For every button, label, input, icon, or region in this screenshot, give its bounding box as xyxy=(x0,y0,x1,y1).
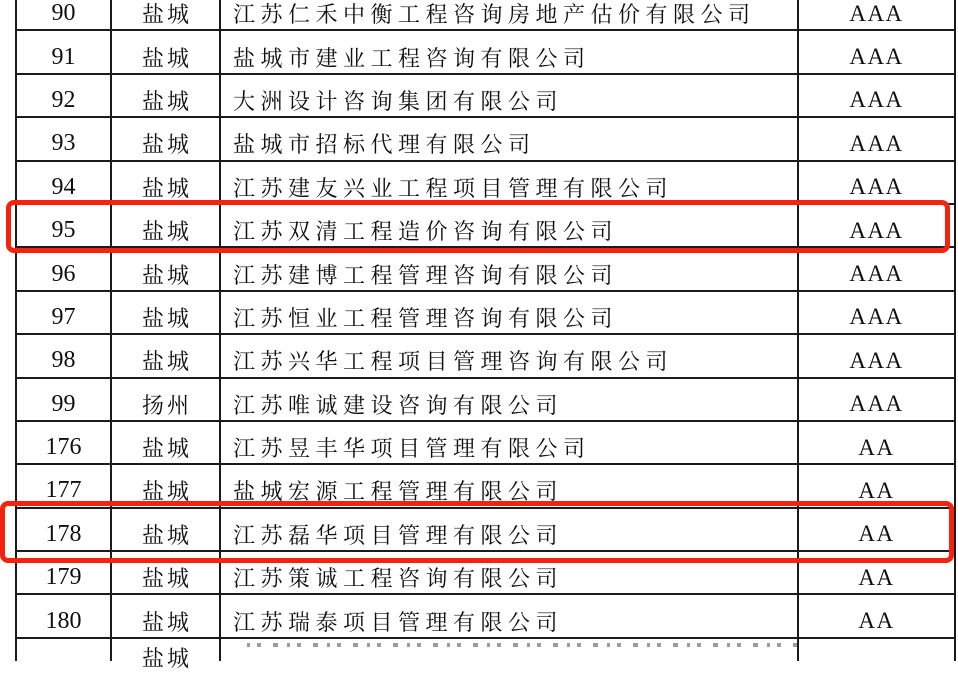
rating-value: AA xyxy=(858,434,895,460)
city-value: 盐城 xyxy=(141,522,192,548)
rank-cell xyxy=(17,292,112,333)
rating-cell xyxy=(799,335,954,376)
table-row xyxy=(17,552,954,595)
company-value: 江苏建友兴业工程项目管理有限公司 xyxy=(233,175,674,201)
table-row xyxy=(17,335,954,378)
rating-cell xyxy=(799,595,954,636)
table-row xyxy=(17,465,954,508)
table-row xyxy=(17,509,954,552)
company-cell xyxy=(221,31,799,72)
rank-cell xyxy=(17,552,112,593)
rank-value: 96 xyxy=(51,260,76,287)
table-row xyxy=(17,0,954,31)
city-value: 盐城 xyxy=(141,349,192,375)
table-row xyxy=(17,422,954,465)
rating-value: AA xyxy=(858,564,895,590)
company-cell xyxy=(221,379,799,420)
city-cell xyxy=(112,162,221,203)
city-cell xyxy=(112,595,221,636)
rating-value: AA xyxy=(858,477,895,503)
company-value: 江苏唯诚建设咨询有限公司 xyxy=(233,392,564,418)
company-cell xyxy=(221,552,799,593)
company-value: 江苏兴华工程项目管理咨询有限公司 xyxy=(233,349,674,375)
company-value: 大洲设计咨询集团有限公司 xyxy=(233,88,564,114)
city-cell xyxy=(112,422,221,463)
table-row xyxy=(17,31,954,74)
city-value: 盐城 xyxy=(141,479,192,505)
city-cell xyxy=(112,639,221,671)
rank-value: 91 xyxy=(51,43,76,70)
company-cell xyxy=(221,509,799,550)
rating-value: AAA xyxy=(849,0,904,26)
city-value: 盐城 xyxy=(141,436,192,462)
company-value: 江苏仁禾中衡工程咨询房地产估价有限公司 xyxy=(233,2,756,28)
city-cell xyxy=(112,118,221,159)
rating-table xyxy=(15,0,956,671)
rank-value: 99 xyxy=(51,390,76,417)
rating-value: AAA xyxy=(849,391,904,417)
rating-cell xyxy=(799,465,954,506)
rank-cell xyxy=(17,162,112,203)
company-value: 江苏恒业工程管理咨询有限公司 xyxy=(233,305,619,331)
city-value: 盐城 xyxy=(141,175,192,201)
table-row xyxy=(17,118,954,161)
company-cell xyxy=(221,465,799,506)
rank-cell xyxy=(17,639,112,661)
rank-cell xyxy=(17,31,112,72)
rating-cell xyxy=(799,248,954,289)
rank-value: 176 xyxy=(45,434,82,461)
rank-cell xyxy=(17,248,112,289)
rating-cell xyxy=(799,639,954,661)
rating-cell xyxy=(799,422,954,463)
city-value: 盐城 xyxy=(141,609,192,635)
city-value: 盐城 xyxy=(141,645,192,671)
rating-value: AAA xyxy=(849,44,904,70)
city-cell xyxy=(112,0,221,29)
city-value: 盐城 xyxy=(141,132,192,158)
company-cell xyxy=(221,335,799,376)
rank-value: 95 xyxy=(51,217,76,244)
table-row xyxy=(17,595,954,638)
company-cell xyxy=(221,118,799,159)
city-value: 盐城 xyxy=(141,219,192,245)
city-value: 盐城 xyxy=(141,88,192,114)
city-cell xyxy=(112,379,221,420)
city-value: 盐城 xyxy=(141,2,192,28)
rank-value: 180 xyxy=(45,607,82,634)
rank-cell xyxy=(17,118,112,159)
rank-cell xyxy=(17,75,112,116)
rank-value: 93 xyxy=(51,130,76,157)
city-value: 扬州 xyxy=(141,392,192,418)
rating-cell xyxy=(799,292,954,333)
rank-cell xyxy=(17,465,112,506)
company-cell xyxy=(221,248,799,289)
company-value: 盐城市招标代理有限公司 xyxy=(233,132,536,158)
company-value: 江苏昱丰华项目管理有限公司 xyxy=(233,436,591,462)
city-cell xyxy=(112,552,221,593)
rating-value: AAA xyxy=(849,130,904,156)
rating-value: AAA xyxy=(849,304,904,330)
rank-value: 98 xyxy=(51,347,76,374)
company-cell xyxy=(221,639,799,661)
table-row xyxy=(17,379,954,422)
company-cell xyxy=(221,75,799,116)
rating-cell xyxy=(799,0,954,29)
table-row xyxy=(17,162,954,205)
rating-value: AA xyxy=(858,608,895,634)
rating-value: AAA xyxy=(849,174,904,200)
company-value: 江苏瑞泰项目管理有限公司 xyxy=(233,609,564,635)
city-cell xyxy=(112,205,221,246)
city-cell xyxy=(112,509,221,550)
rank-value: 90 xyxy=(51,0,76,27)
table-row xyxy=(17,75,954,118)
rating-value: AAA xyxy=(849,347,904,373)
rating-value: AAA xyxy=(849,87,904,113)
rating-cell xyxy=(799,379,954,420)
company-cell xyxy=(221,292,799,333)
rating-cell xyxy=(799,31,954,72)
table-row xyxy=(17,248,954,291)
city-cell xyxy=(112,292,221,333)
rating-value: AAA xyxy=(849,261,904,287)
table-row xyxy=(17,292,954,335)
company-value: 盐城市建业工程咨询有限公司 xyxy=(233,45,591,71)
rank-cell xyxy=(17,595,112,636)
table-row-partial xyxy=(17,639,954,671)
rating-value: AAA xyxy=(849,217,904,243)
city-value: 盐城 xyxy=(141,45,192,71)
rank-cell xyxy=(17,0,112,29)
table-row xyxy=(17,205,954,248)
company-value: 盐城宏源工程管理有限公司 xyxy=(233,479,564,505)
company-value: 江苏双清工程造价咨询有限公司 xyxy=(233,219,619,245)
rank-value: 178 xyxy=(45,520,82,547)
company-value: 江苏建博工程管理咨询有限公司 xyxy=(233,262,619,288)
rank-value: 97 xyxy=(51,303,76,330)
company-cell xyxy=(221,0,799,29)
city-cell xyxy=(112,75,221,116)
company-value: 江苏策诚工程咨询有限公司 xyxy=(233,566,564,592)
rank-cell xyxy=(17,205,112,246)
rating-cell xyxy=(799,509,954,550)
rank-value: 177 xyxy=(45,477,82,504)
clipped-text-fragment xyxy=(247,643,797,647)
company-cell xyxy=(221,595,799,636)
rating-cell xyxy=(799,75,954,116)
rank-cell xyxy=(17,422,112,463)
city-value: 盐城 xyxy=(141,262,192,288)
rank-cell xyxy=(17,335,112,376)
rating-value: AA xyxy=(858,521,895,547)
rank-value: 92 xyxy=(51,86,76,113)
company-cell xyxy=(221,162,799,203)
company-value: 江苏磊华项目管理有限公司 xyxy=(233,522,564,548)
rank-value: 179 xyxy=(45,564,82,591)
rating-cell xyxy=(799,205,954,246)
city-value: 盐城 xyxy=(141,305,192,331)
rating-cell xyxy=(799,552,954,593)
city-cell xyxy=(112,31,221,72)
rating-cell xyxy=(799,162,954,203)
rank-cell xyxy=(17,379,112,420)
rating-cell xyxy=(799,118,954,159)
city-value: 盐城 xyxy=(141,566,192,592)
company-cell xyxy=(221,205,799,246)
company-cell xyxy=(221,422,799,463)
rank-cell xyxy=(17,509,112,550)
rank-value: 94 xyxy=(51,173,76,200)
city-cell xyxy=(112,248,221,289)
city-cell xyxy=(112,465,221,506)
city-cell xyxy=(112,335,221,376)
